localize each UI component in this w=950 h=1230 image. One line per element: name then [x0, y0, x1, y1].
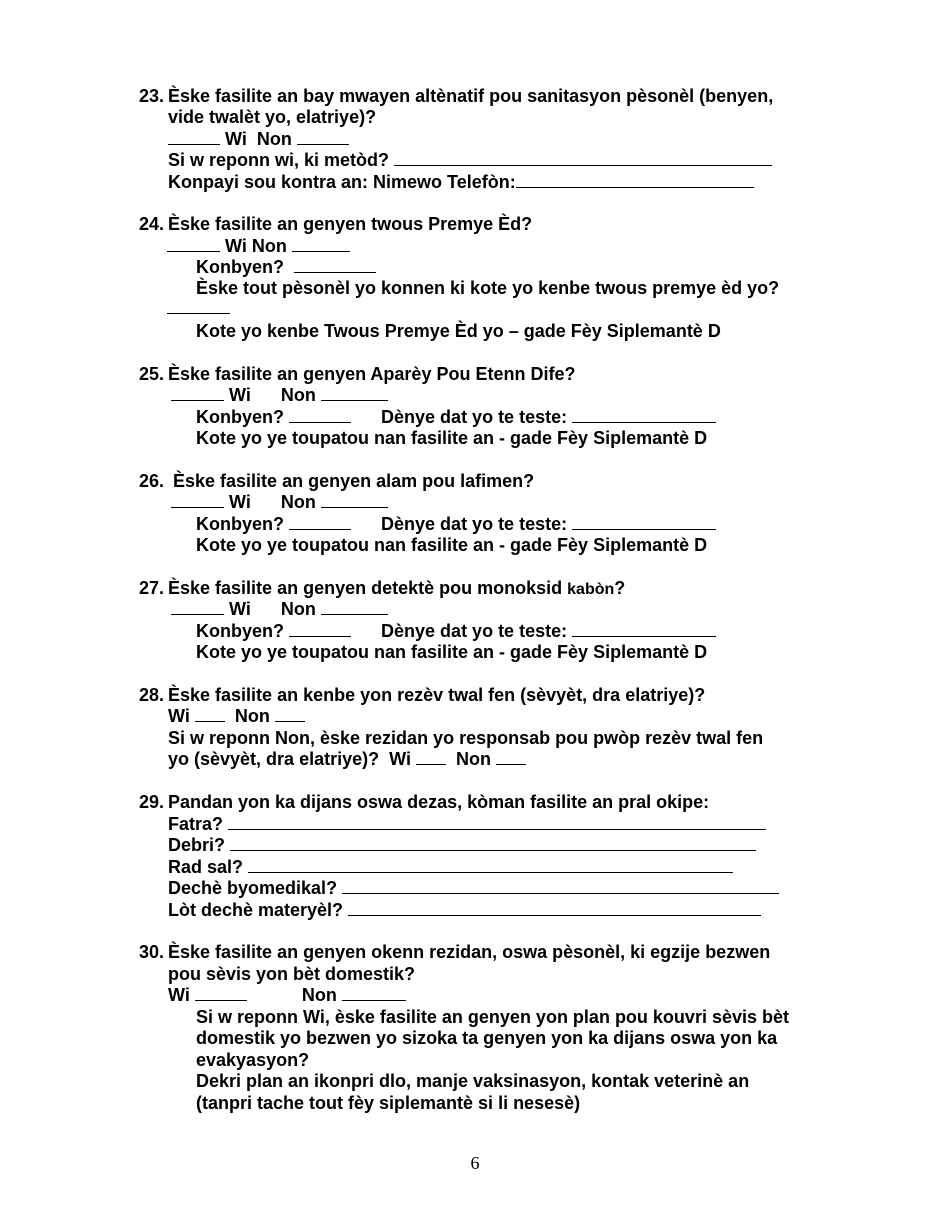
q25-count-field[interactable] [289, 406, 351, 423]
q30-question-line2: pou sèvis yon bèt domestik? [168, 964, 416, 984]
q24-know-question: Èske tout pèsonèl yo konnen ki kote yo kenbe twous premye èd yo? [196, 278, 780, 298]
q23-no-label: Non [256, 129, 292, 149]
q27-no-label: Non [280, 599, 316, 619]
q29-other-waste-field[interactable] [348, 899, 761, 916]
q25-count-label: Konbyen? [196, 407, 284, 427]
q29-debris-row [168, 834, 756, 856]
q29-biomedical-field[interactable] [342, 877, 779, 894]
q23-method-label: Si w reponn wi, ki metòd? [168, 150, 390, 170]
q24-number: 24. [139, 214, 165, 234]
q27-count-field[interactable] [289, 620, 351, 637]
q26-count-row [196, 513, 716, 535]
q24-question: Èske fasilite an genyen twous Premye Èd? [168, 214, 533, 234]
q23-number: 23. [139, 86, 165, 106]
q23-yes-label: Wi [225, 129, 247, 149]
q27-test-label: Dènye dat yo te teste: [381, 621, 568, 641]
q28-yes2-label: Wi [389, 749, 411, 769]
q24-know-blank[interactable] [167, 313, 230, 314]
q23-contractor-row [168, 171, 754, 193]
q28-followup-line1: Si w reponn Non, èske rezidan yo responsab pou pwòp rezèv twal fen [168, 728, 764, 748]
q24-yes-blank[interactable] [167, 235, 220, 252]
q30-followup-line3: evakyasyon? [196, 1050, 310, 1070]
q26-number: 26. [139, 471, 165, 491]
q23-contractor-field[interactable] [516, 171, 754, 188]
q27-question-mark: ? [614, 578, 626, 598]
q24-no-blank[interactable] [292, 235, 350, 252]
q28-followup-row [168, 748, 526, 770]
q25-number: 25. [139, 364, 165, 384]
q28-no-label: Non [234, 706, 270, 726]
q30-followup-line2: domestik yo bezwen yo sizoka ta genyen yon ka dijans oswa yon ka [196, 1028, 778, 1048]
q29-biomedical-label: Dechè byomedikal? [168, 878, 338, 898]
q24-count-row [196, 256, 376, 278]
q27-question-carbon: kabòn [567, 581, 615, 598]
q25-yes-no-row [171, 384, 388, 406]
q30-question-line1: Èske fasilite an genyen okenn rezidan, oswa pèsonèl, ki egzije bezwen [168, 942, 771, 962]
q29-number: 29. [139, 792, 165, 812]
q30-yes-label: Wi [168, 985, 190, 1005]
q27-yes-no-row [171, 598, 388, 620]
q27-yes-label: Wi [229, 599, 251, 619]
q27-yes-blank[interactable] [171, 598, 224, 615]
q28-yes-label: Wi [168, 706, 190, 726]
q24-yes-label: Wi [225, 236, 247, 256]
q28-yes2-blank[interactable] [416, 748, 446, 765]
q26-yes-no-row [171, 491, 388, 513]
q23-method-field[interactable] [394, 149, 772, 166]
q25-yes-blank[interactable] [171, 384, 224, 401]
q26-no-blank[interactable] [321, 491, 388, 508]
q28-yes-blank[interactable] [195, 705, 225, 722]
q25-yes-label: Wi [229, 385, 251, 405]
q24-count-label: Konbyen? [196, 257, 284, 277]
q30-yes-no-row [168, 984, 406, 1006]
q26-test-label: Dènye dat yo te teste: [381, 514, 568, 534]
q30-no-label: Non [301, 985, 337, 1005]
q29-garbage-field[interactable] [228, 813, 766, 830]
q29-garbage-label: Fatra? [168, 814, 224, 834]
q28-no2-label: Non [456, 749, 491, 769]
q25-no-blank[interactable] [321, 384, 388, 401]
q28-followup-line2: yo (sèvyèt, dra elatriye)? [168, 749, 380, 769]
q27-test-date-field[interactable] [572, 620, 716, 637]
q30-followup-line1: Si w reponn Wi, èske fasilite an genyen yon plan pou kouvri sèvis bèt [196, 1007, 789, 1027]
q29-garbage-row [168, 813, 766, 835]
q25-no-label: Non [280, 385, 316, 405]
q27-count-label: Konbyen? [196, 621, 284, 641]
q29-laundry-field[interactable] [248, 856, 733, 873]
q26-yes-blank[interactable] [171, 491, 224, 508]
q24-count-field[interactable] [294, 256, 376, 273]
q23-method-row [168, 149, 772, 171]
q23-no-blank[interactable] [297, 128, 349, 145]
q27-count-row [196, 620, 716, 642]
q28-question: Èske fasilite an kenbe yon rezèv twal fen (sèvyèt, dra elatriye)? [168, 685, 706, 705]
q27-no-blank[interactable] [321, 598, 388, 615]
q25-test-date-field[interactable] [572, 406, 716, 423]
q29-debris-field[interactable] [230, 834, 756, 851]
q29-laundry-label: Rad sal? [168, 857, 244, 877]
q24-no-label: Non [251, 236, 287, 256]
q30-number: 30. [139, 942, 165, 962]
q23-yes-no-row [168, 128, 349, 150]
q28-no2-blank[interactable] [496, 748, 526, 765]
q29-debris-label: Debri? [168, 835, 226, 855]
q27-number: 27. [139, 578, 165, 598]
q30-describe-line1: Dekri plan an ikonpri dlo, manje vaksinasyon, kontak veterinè an [196, 1071, 750, 1091]
q29-biomedical-row [168, 877, 779, 899]
q26-question: Èske fasilite an genyen alam pou lafimen? [173, 471, 535, 491]
q26-no-label: Non [280, 492, 316, 512]
q26-location-note: Kote yo ye toupatou nan fasilite an - gade Fèy Siplemantè D [196, 535, 708, 555]
q26-yes-label: Wi [229, 492, 251, 512]
q26-test-date-field[interactable] [572, 513, 716, 530]
q29-other-waste-label: Lòt dechè materyèl? [168, 900, 344, 920]
q23-contractor-label: Konpayi sou kontra an: Nimewo Telefòn: [168, 172, 516, 192]
q26-count-field[interactable] [289, 513, 351, 530]
page-number: 6 [470, 1153, 480, 1173]
q27-question-text: Èske fasilite an genyen detektè pou monoksid [168, 578, 563, 598]
q28-number: 28. [139, 685, 165, 705]
q23-yes-blank[interactable] [168, 128, 220, 145]
q29-question: Pandan yon ka dijans oswa dezas, kòman fasilite an pral okipe: [168, 792, 710, 812]
q24-location-note: Kote yo kenbe Twous Premye Èd yo – gade Fèy Siplemantè D [196, 321, 721, 341]
q25-count-row [196, 406, 716, 428]
q25-question: Èske fasilite an genyen Aparèy Pou Etenn Dife? [168, 364, 576, 384]
q23-question-line1: Èske fasilite an bay mwayen altènatif pou sanitasyon pèsonèl (benyen, [168, 86, 774, 106]
q29-other-waste-row [168, 899, 761, 921]
q28-yes-no-row [168, 705, 305, 727]
q28-no-blank[interactable] [275, 705, 305, 722]
q29-laundry-row [168, 856, 733, 878]
q25-location-note: Kote yo ye toupatou nan fasilite an - gade Fèy Siplemantè D [196, 428, 708, 448]
q30-no-blank[interactable] [342, 984, 406, 1001]
q25-test-label: Dènye dat yo te teste: [381, 407, 568, 427]
q23-question-line2: vide twalèt yo, elatriye)? [168, 107, 377, 127]
q26-count-label: Konbyen? [196, 514, 284, 534]
q30-describe-line2: (tanpri tache tout fèy siplemantè si li nesesè) [196, 1093, 581, 1113]
q27-location-note: Kote yo ye toupatou nan fasilite an - gade Fèy Siplemantè D [196, 642, 708, 662]
q30-yes-blank[interactable] [195, 984, 247, 1001]
q24-yes-no-row [167, 235, 350, 257]
